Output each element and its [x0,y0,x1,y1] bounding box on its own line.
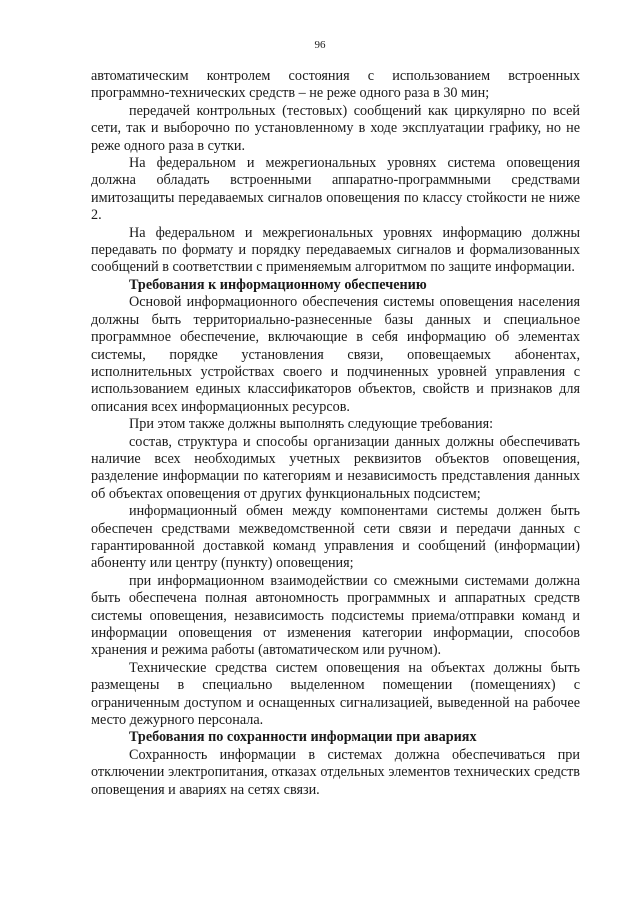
document-body [91,68,580,799]
paragraph: На федеральном и межрегиональных уровнях система оповещения должна обладать встроенными аппаратно-программными средствами имитозащиты передаваемых сигналов оповещения по классу стойкости не ниже 2. [91,155,580,224]
section-heading: Требования по сохранности информации при авариях [129,729,477,746]
paragraph: автоматическим контролем состояния с использованием встроенных программно-технических средств – не реже одного раза в 30 мин; [91,68,580,102]
paragraph: состав, структура и способы организации данных должны обеспечивать наличие всех необходимых учетных реквизитов объектов оповещения, разделение информации по категориям и независимость представления данных об объектах оповещения от других функциональных подсистем; [91,433,580,502]
page-number: 96 [314,39,326,51]
paragraph: Основой информационного обеспечения системы оповещения населения должны быть территориально-разнесенные базы данных и специальное программное обеспечение, включающие в себя информацию об элементах системы, порядке установления связи, оповещаемых абонентах, исполнительных устройствах своего и подчиненных уровней управления с использованием единых классификаторов объектов, свойств и признаков для описания всех информационных ресурсов. [91,294,580,415]
paragraph: На федеральном и межрегиональных уровнях информацию должны передавать по формату и порядку передаваемых сигналов и формализованных сообщений в соответствии с применяемым алгоритмом по защите информации. [91,224,580,276]
paragraph: Сохранность информации в системах должна обеспечиваться при отключении электропитания, отказах отдельных элементов технических средств оповещения и авариях на сетях связи. [91,746,580,798]
paragraph: при информационном взаимодействии со смежными системами должна быть обеспечена полная автономность программных и аппаратных средств системы оповещения, независимость подсистемы приема/отправки команд и информации оповещения от изменения категории информации, способов хранения и режима работы (автоматическом или ручном). [91,572,580,659]
paragraph: Технические средства систем оповещения на объектах должны быть размещены в специально выделенном помещении (помещениях) с ограниченным доступом и оснащенных сигнализацией, выведенной на рабочее место дежурного персонала. [91,659,580,729]
paragraph: передачей контрольных (тестовых) сообщений как циркулярно по всей сети, так и выборочно по установленному в ходе эксплуатации графику, но не реже одного раза в сутки. [91,102,580,154]
paragraph: информационный обмен между компонентами системы должен быть обеспечен средствами межведомственной сети связи и передачи данных с гарантированной доставкой команд управления и сообщений (информации) абоненту или центру (пункту) оповещения; [91,503,580,572]
paragraph: При этом также должны выполнять следующие требования: [129,416,494,433]
section-heading: Требования к информационному обеспечению [129,276,427,293]
